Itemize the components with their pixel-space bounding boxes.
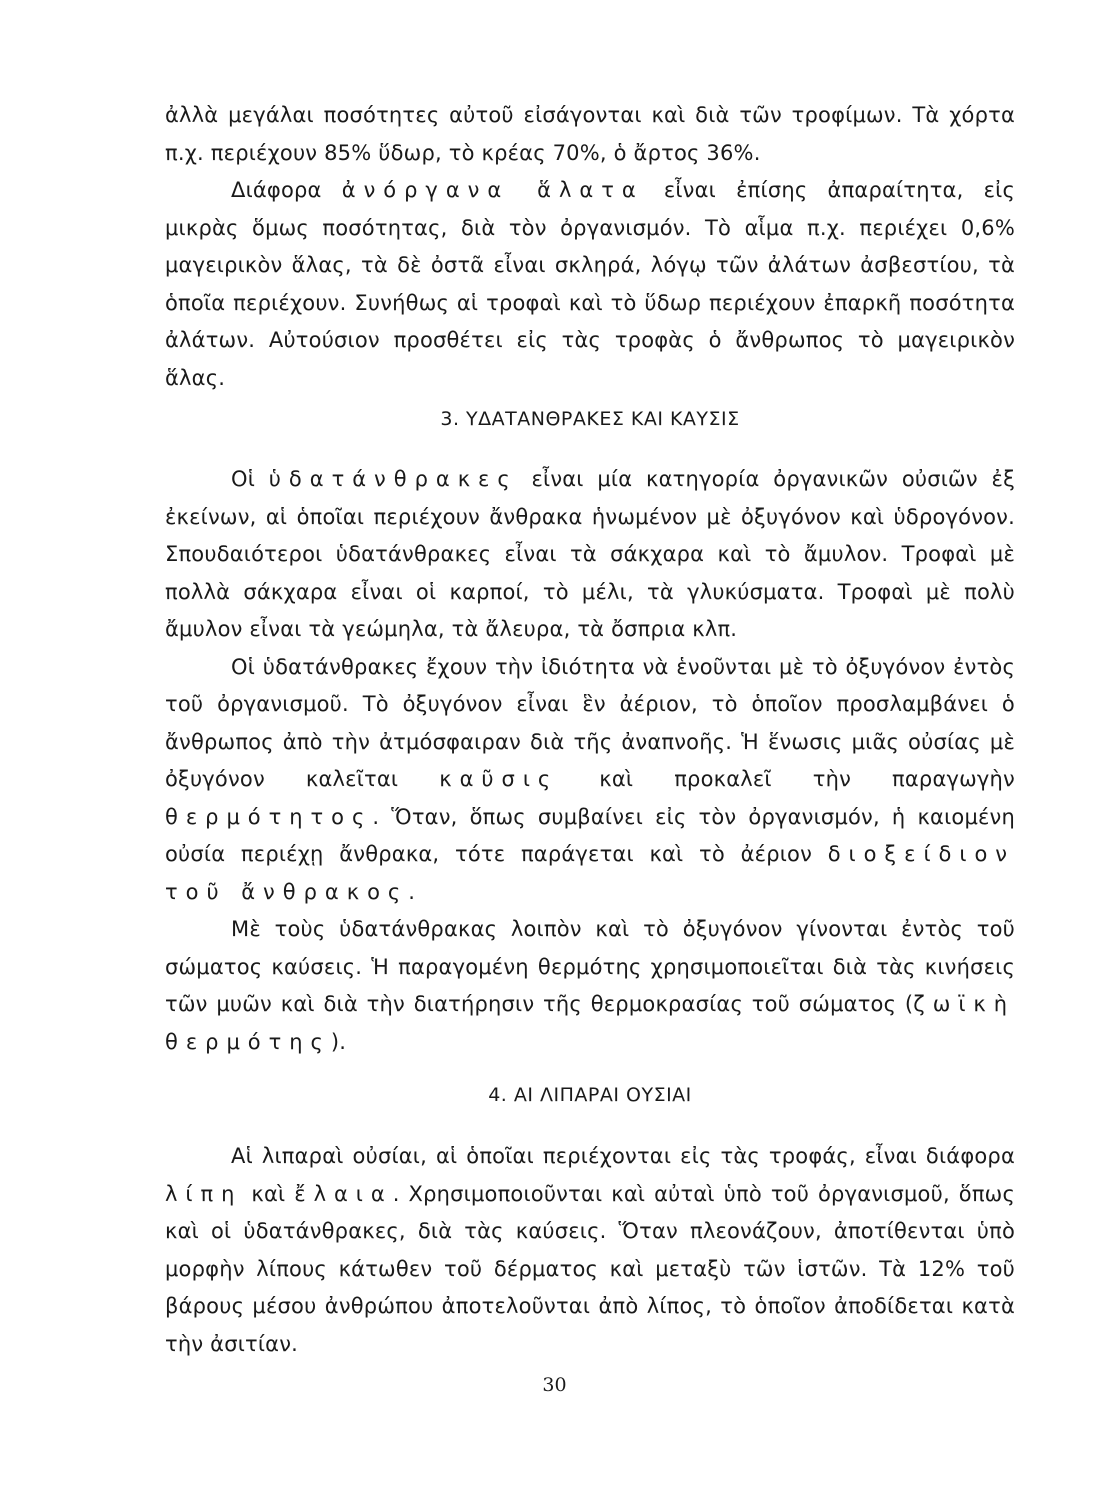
text-run: ). xyxy=(330,1029,347,1054)
section-heading-carbohydrates: 3. ΥΔΑΤΑΝΘΡΑΚΕΣ ΚΑΙ ΚΑΥΣΙΣ xyxy=(440,408,740,430)
page-number: 30 xyxy=(542,1374,567,1396)
text-run: Οἱ xyxy=(231,467,269,491)
emphasis-term: ἔλαια xyxy=(294,1181,393,1206)
emphasis-term: ὑδατάνθρακες xyxy=(268,467,518,491)
text-run: . Χρησιμοποιοῦνται καὶ αὐταὶ ὑπὸ τοῦ ὀργανισμοῦ, ὅπως καὶ οἱ ὑδατάνθρακες, διὰ τὰς καύσεις. Ὅταν πλεονάζουν, ἀποτίθενται ὑπὸ μορφὴν λίπους κάτωθεν τοῦ δέρματος καὶ μεταξὺ τῶν ἱστῶν. Τὰ 12% τοῦ βάρους μέσου ἀνθρώπου ἀποτελοῦνται ἀπὸ λίπος, τὸ ὁποῖον ἀποδίδεται κατὰ τὴν ἀσιτίαν. xyxy=(165,1181,1015,1356)
paragraph-fats xyxy=(165,1138,1015,1363)
emphasis-term: διοξείδιον τοῦ ἄνθρακος xyxy=(165,842,1015,904)
text-run: Οἱ ὑδατάνθρακες ἔχουν τὴν ἰδιότητα νὰ ἑνοῦνται μὲ τὸ ὀξυγόνον ἐντὸς τοῦ ὀργανισμοῦ. Τὸ ὀξυγόνον εἶναι ἓν ἀέριον, τὸ ὁποῖον προσλαμβάνει ὁ ἄνθρωπος ἀπὸ τὴν ἀτμόσφαιραν διὰ τῆς ἀναπνοῆς. Ἡ ἕνωσις μιᾶς οὐσίας μὲ ὀξυγόνον καλεῖται xyxy=(165,654,1015,791)
text-run: εἶναι ἐπίσης ἀπαραίτητα, εἰς μικρὰς ὅμως ποσότητας, διὰ τὸν ὀργανισμόν. Τὸ αἷμα π.χ. περιέχει 0,6% μαγειρικὸν ἅλας, τὰ δὲ ὀστᾶ εἶναι σκληρά, λόγῳ τῶν ἀλάτων ἀσβεστίου, τὰ ὁποῖα περιέχουν. Συνήθως αἱ τροφαὶ καὶ τὸ ὕδωρ περιέχουν ἐπαρκῆ ποσότητα ἀλάτων. Αὐτούσιον προσθέτει εἰς τὰς τροφὰς ὁ ἄνθρωπος τὸ μαγειρικὸν ἅλας. xyxy=(165,178,1016,390)
emphasis-term: ἀνόργανα ἅλατα xyxy=(341,178,644,202)
emphasis-term: ζωϊκὴ θερμότης xyxy=(165,992,1015,1054)
section-3-text xyxy=(165,461,1015,1061)
section-heading-fats: 4. ΑΙ ΛΙΠΑΡΑΙ ΟΥΣΙΑΙ xyxy=(488,1084,692,1106)
paragraph-inorganic-salts xyxy=(165,172,1015,397)
text-run: καὶ xyxy=(242,1181,295,1206)
text-run: εἶναι μία κατηγορία ὀργανικῶν οὐσιῶν ἐξ ἐκείνων, αἱ ὁποῖαι περιέχουν ἄνθρακα ἡνωμένον μὲ ὀξυγόνον καὶ ὑδρογόνον. Σπουδαιότεροι ὑδατάνθρακες εἶναι τὰ σάκχαρα καὶ τὸ ἄμυλον. Τροφαὶ μὲ πολλὰ σάκχαρα εἶναι οἱ καρποί, τὸ μέλι, τὰ γλυκύσματα. Τροφαὶ μὲ πολὺ ἄμυλον εἶναι τὰ γεώμηλα, τὰ ἄλευρα, τὰ ὄσπρια κλπ. xyxy=(165,467,1015,641)
emphasis-term: θερμότητος xyxy=(165,804,373,829)
paragraph-body-heat xyxy=(165,911,1015,1061)
text-run: Διάφορα xyxy=(231,178,342,202)
section-1-text xyxy=(165,97,1015,397)
emphasis-term: λίπη xyxy=(165,1181,243,1206)
paragraph-carbohydrates-definition xyxy=(165,461,1015,649)
paragraph-water-continuation: ἀλλὰ μεγάλαι ποσότητες αὐτοῦ εἰσάγονται καὶ διὰ τῶν τροφίμων. Τὰ χόρτα π.χ. περιέχουν 85% ὕδωρ, τὸ κρέας 70%, ὁ ἄρτος 36%. xyxy=(165,103,1015,165)
emphasis-term: καῦσις xyxy=(439,767,559,791)
text-run: Μὲ τοὺς ὑδατάνθρακας λοιπὸν καὶ τὸ ὀξυγόνον γίνονται ἐντὸς τοῦ σώματος καύσεις. Ἡ παραγομένη θερμότης χρησιμοποιεῖται διὰ τὰς κινήσεις τῶν μυῶν καὶ διὰ τὴν διατήρησιν τῆς θερμοκρασίας τοῦ σώματος ( xyxy=(165,917,1015,1016)
text-run: καὶ προκαλεῖ τὴν παραγωγὴν xyxy=(558,767,1015,791)
section-4-text xyxy=(165,1138,1015,1363)
paragraph-combustion xyxy=(165,649,1015,912)
text-run: . xyxy=(408,879,416,904)
text-run: . Ὅταν, ὅπως συμβαίνει εἰς τὸν ὀργανισμόν, ἡ καιομένη οὐσία περιέχῃ ἄνθρακα, τότε παράγεται καὶ τὸ ἀέριον xyxy=(165,804,1015,866)
text-run: Αἱ λιπαραὶ οὐσίαι, αἱ ὁποῖαι περιέχονται εἰς τὰς τροφάς, εἶναι διάφορα xyxy=(231,1144,1015,1168)
